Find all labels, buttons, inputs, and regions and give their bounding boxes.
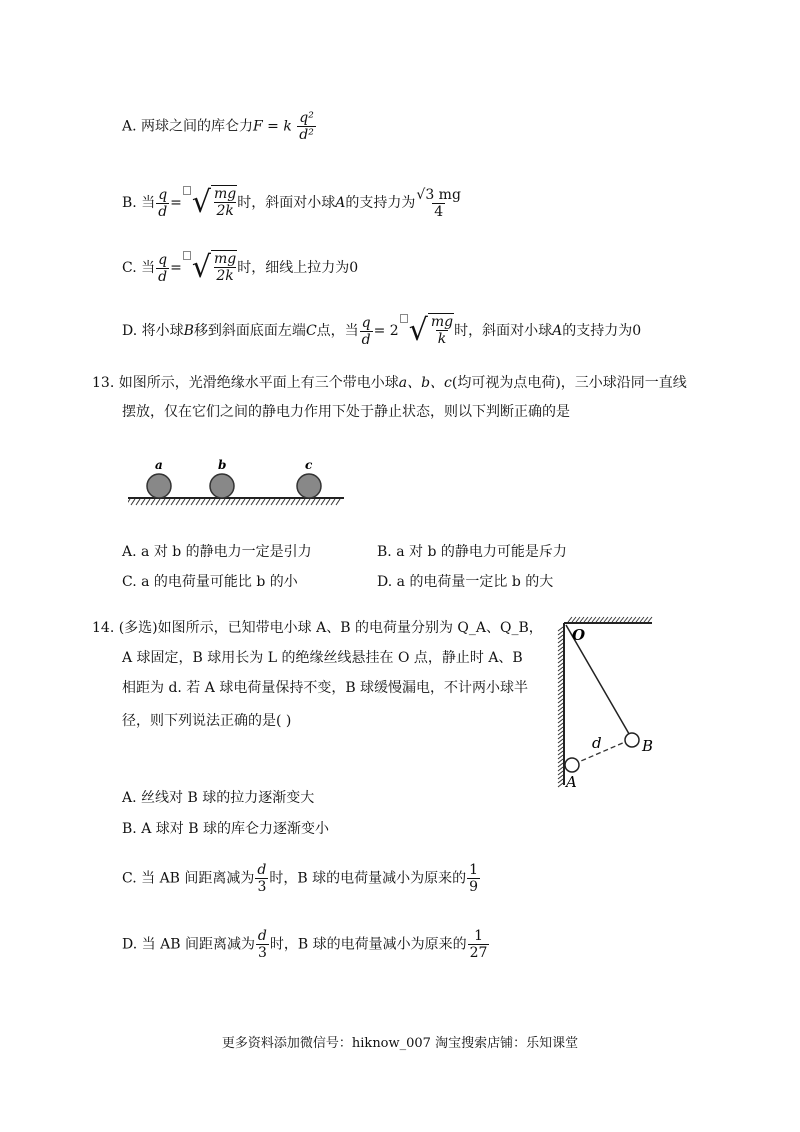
q13-stem-line2: 摆放，仅在它们之间的静电力作用下处于静止状态，则以下判断正确的是 [122, 404, 570, 420]
hatch-line [636, 617, 640, 622]
hatch-line [558, 635, 563, 639]
ground-hatching [128, 499, 340, 505]
hatch-line [221, 499, 225, 505]
hatch-line [600, 617, 604, 622]
hatch-line [321, 499, 325, 505]
hatch-line [271, 499, 275, 505]
ball-a [147, 474, 171, 498]
hatch-line [191, 499, 195, 505]
hatch-line [558, 767, 563, 771]
hatch-line [572, 617, 576, 622]
hatch-line [558, 743, 563, 747]
hatch-line [558, 747, 563, 751]
hatch-line [558, 647, 563, 651]
hatch-line [276, 499, 280, 505]
label-a: a [155, 458, 163, 472]
label-d: d [592, 734, 602, 752]
hatch-line [558, 679, 563, 683]
q14-stem-line2: A 球固定，B 球用长为 L 的绝缘丝线悬挂在 O 点，静止时 A、B [122, 650, 523, 666]
hatch-line [306, 499, 310, 505]
hatch-line [558, 671, 563, 675]
hatch-line [608, 617, 612, 622]
hatch-line [151, 499, 155, 505]
q14-figure [552, 615, 672, 790]
ball-b [625, 733, 639, 747]
q12-option-b: B. 当 $\frac{q}{d}$ = √ $\frac{mg}{2k}$ 时，斜面对小球A的支持力为 $\frac{√3 mg}{4}$ [122, 185, 461, 220]
hatch-line [558, 715, 563, 719]
hatch-line [558, 683, 563, 687]
q14-option-d: D. 当 AB 间距离减为 $\frac{d}{3}$ 时，B 球的电荷量减小为原来的 $\frac{1}{27}$ [122, 928, 488, 961]
q13-option-a: A. a 对 b 的静电力一定是引力 [122, 544, 312, 560]
hatch-line [558, 659, 563, 663]
hatch-line [558, 727, 563, 731]
hatch-line [558, 643, 563, 647]
q12-option-c: C. 当 $\frac{q}{d}$ = √ $\frac{mg}{2k}$ 时，细线上拉力为0 [122, 250, 359, 285]
q13-figure [128, 455, 348, 515]
q14-stem-line1: 14. (多选)如图所示，已知带电小球 A、B 的电荷量分别为 Q_A、Q_B， [92, 620, 543, 636]
label-b: b [218, 458, 227, 472]
hatch-line [616, 617, 620, 622]
q13-stem-line1: 13. 如图所示，光滑绝缘水平面上有三个带电小球a、b、c(均可视为点电荷)，三小球沿同一直线 [92, 375, 687, 391]
hatch-line [568, 617, 572, 622]
ball-b [210, 474, 234, 498]
hatch-line [604, 617, 608, 622]
hatch-line [558, 703, 563, 707]
hatch-line [186, 499, 190, 505]
hatch-line [216, 499, 220, 505]
hatch-line [256, 499, 260, 505]
hatch-line [558, 759, 563, 763]
page-footer: 更多资料添加微信号：hiknow_007 淘宝搜索店铺：乐知课堂 [221, 1036, 579, 1051]
hatch-line [558, 627, 563, 631]
hatch-line [251, 499, 255, 505]
q12-option-a: A. 两球之间的库仑力F = k $\frac{\text{q²}}{\text{d²}}$ [122, 110, 314, 143]
hatch-line [296, 499, 300, 505]
hatch-line [246, 499, 250, 505]
hatch-line [648, 617, 652, 622]
q14-stem-line4: 径，则下列说法正确的是( ) [122, 713, 292, 729]
hatch-line [558, 631, 563, 635]
hatch-line [558, 699, 563, 703]
hatch-line [286, 499, 290, 505]
hatch-line [558, 779, 563, 783]
hatch-line [181, 499, 185, 505]
hatch-line [628, 617, 632, 622]
hatch-line [558, 751, 563, 755]
hatch-line [558, 667, 563, 671]
hatch-line [558, 651, 563, 655]
hatch-line [588, 617, 592, 622]
hatch-line [206, 499, 210, 505]
hatch-line [612, 617, 616, 622]
q13-option-b: B. a 对 b 的静电力可能是斥力 [377, 544, 567, 560]
hatch-line [236, 499, 240, 505]
hatch-line [584, 617, 588, 622]
hatch-line [558, 735, 563, 739]
hatch-line [161, 499, 165, 505]
hatch-line [171, 499, 175, 505]
label-a: A [566, 773, 577, 790]
hatch-line [558, 707, 563, 711]
hatch-line [311, 499, 315, 505]
hatch-line [156, 499, 160, 505]
hatch-line [281, 499, 285, 505]
hatch-line [558, 731, 563, 735]
hatch-line [316, 499, 320, 505]
hatch-line [261, 499, 265, 505]
hatch-line [136, 499, 140, 505]
q13-option-c: C. a 的电荷量可能比 b 的小 [122, 574, 298, 590]
hatch-line [226, 499, 230, 505]
ball-a [565, 758, 579, 772]
q14-option-b: B. A 球对 B 球的库仑力逐渐变小 [122, 821, 329, 837]
hatch-line [558, 639, 563, 643]
hatch-line [326, 499, 330, 505]
hatch-line [624, 617, 628, 622]
ball-c [297, 474, 321, 498]
hatch-line [632, 617, 636, 622]
hatch-line [558, 687, 563, 691]
label-b: B [642, 737, 654, 755]
q14-option-c: C. 当 AB 间距离减为 $\frac{d}{3}$ 时，B 球的电荷量减小为原来的 $\frac{1}{9}$ [122, 862, 479, 895]
hatch-line [620, 617, 624, 622]
hatch-line [266, 499, 270, 505]
hatch-line [558, 739, 563, 743]
hatch-line [196, 499, 200, 505]
hatch-line [211, 499, 215, 505]
q14-stem-line3: 相距为 d. 若 A 球电荷量保持不变，B 球缓慢漏电，不计两小球半 [122, 680, 529, 696]
label-c: c [305, 458, 313, 472]
hatch-line [558, 675, 563, 679]
hatch-line [580, 617, 584, 622]
hatch-line [558, 655, 563, 659]
hatch-line [558, 771, 563, 775]
hatch-line [201, 499, 205, 505]
hatch-line [176, 499, 180, 505]
hatch-line [128, 499, 130, 505]
hatch-line [166, 499, 170, 505]
hatch-line [141, 499, 145, 505]
hatch-line [336, 499, 340, 505]
hatch-line [301, 499, 305, 505]
hatch-line [331, 499, 335, 505]
hatch-line [592, 617, 596, 622]
hatch-line [558, 691, 563, 695]
hatch-line [558, 723, 563, 727]
hatch-line [558, 783, 563, 787]
hatch-line [241, 499, 245, 505]
hatch-line [231, 499, 235, 505]
hatch-line [558, 755, 563, 759]
q12-option-d: D. 将小球B移到斜面底面左端C点，当 $\frac{q}{d}$ = 2 √ $\frac{mg}{k}$ 时，斜面对小球A的支持力为0 [122, 313, 642, 348]
hatch-line [558, 763, 563, 767]
hatch-line [596, 617, 600, 622]
hatch-line [576, 617, 580, 622]
q13-option-d: D. a 的电荷量一定比 b 的大 [377, 574, 554, 590]
hatch-line [644, 617, 648, 622]
q14-option-a: A. 丝线对 B 球的拉力逐渐变大 [122, 790, 315, 806]
hatch-line [558, 719, 563, 723]
label-o: O [572, 626, 586, 644]
hatch-line [558, 775, 563, 779]
hatch-line [146, 499, 150, 505]
hatch-line [640, 617, 644, 622]
hatch-line [558, 663, 563, 667]
hatch-line [558, 711, 563, 715]
hatch-line [558, 695, 563, 699]
hatch-line [131, 499, 135, 505]
hatch-line [291, 499, 295, 505]
